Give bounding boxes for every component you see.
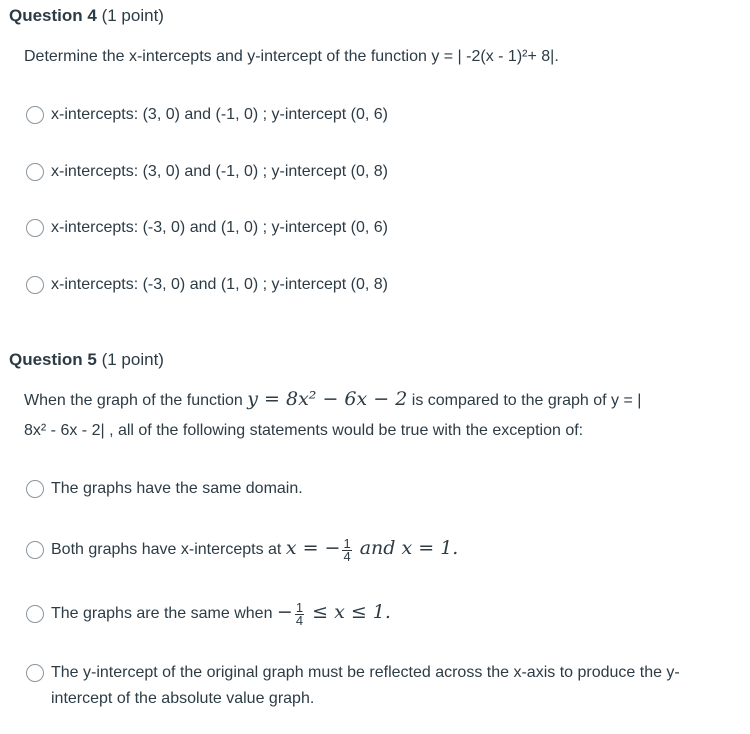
radio-button[interactable] xyxy=(26,106,44,124)
function-expression: y = 8x² − 6x − 2 xyxy=(247,388,408,410)
fraction: $\frac{1}{4}$ xyxy=(295,599,304,628)
q4-option-3[interactable]: x-intercepts: (-3, 0) and (1, 0) ; y-intercept (0, 6) xyxy=(26,215,388,241)
q5-option-1[interactable]: The graphs have the same domain. xyxy=(26,476,303,502)
radio-button[interactable] xyxy=(26,664,44,682)
q4-option-1[interactable]: x-intercepts: (3, 0) and (-1, 0) ; y-intercept (0, 6) xyxy=(26,102,388,128)
question-4-title: Question 4 (1 point) xyxy=(9,6,164,25)
q5-option-3[interactable]: The graphs are the same when − $\frac{1}{4}$ ≤ x ≤ 1. xyxy=(26,599,391,629)
question-5-title: Question 5 (1 point) xyxy=(9,350,164,369)
radio-button[interactable] xyxy=(26,541,44,559)
q4-option-4[interactable]: x-intercepts: (-3, 0) and (1, 0) ; y-intercept (0, 8) xyxy=(26,272,388,298)
q5-option-2[interactable]: Both graphs have x-intercepts at x = − $\frac{1}{4}$ and x = 1. xyxy=(26,535,458,565)
fraction: $\frac{1}{4}$ xyxy=(343,535,351,564)
radio-button[interactable] xyxy=(26,605,44,623)
radio-button[interactable] xyxy=(26,163,44,181)
radio-button[interactable] xyxy=(26,219,44,237)
question-5-prompt: When the graph of the function y = 8x² − 6x − 2 is compared to the graph of y = | 8x² - 6x - 2| , all of the following statements would be true with the exception of: xyxy=(24,388,642,439)
radio-button[interactable] xyxy=(26,480,44,498)
question-4-prompt: Determine the x-intercepts and y-intercept of the function y = | -2(x - 1)²+ 8|. xyxy=(24,48,559,65)
q5-option-4[interactable]: The y-intercept of the original graph must be reflected across the x-axis to produce the y-intercept of the absolute value graph. xyxy=(26,664,731,712)
q4-option-2[interactable]: x-intercepts: (3, 0) and (-1, 0) ; y-intercept (0, 8) xyxy=(26,159,388,185)
radio-button[interactable] xyxy=(26,276,44,294)
